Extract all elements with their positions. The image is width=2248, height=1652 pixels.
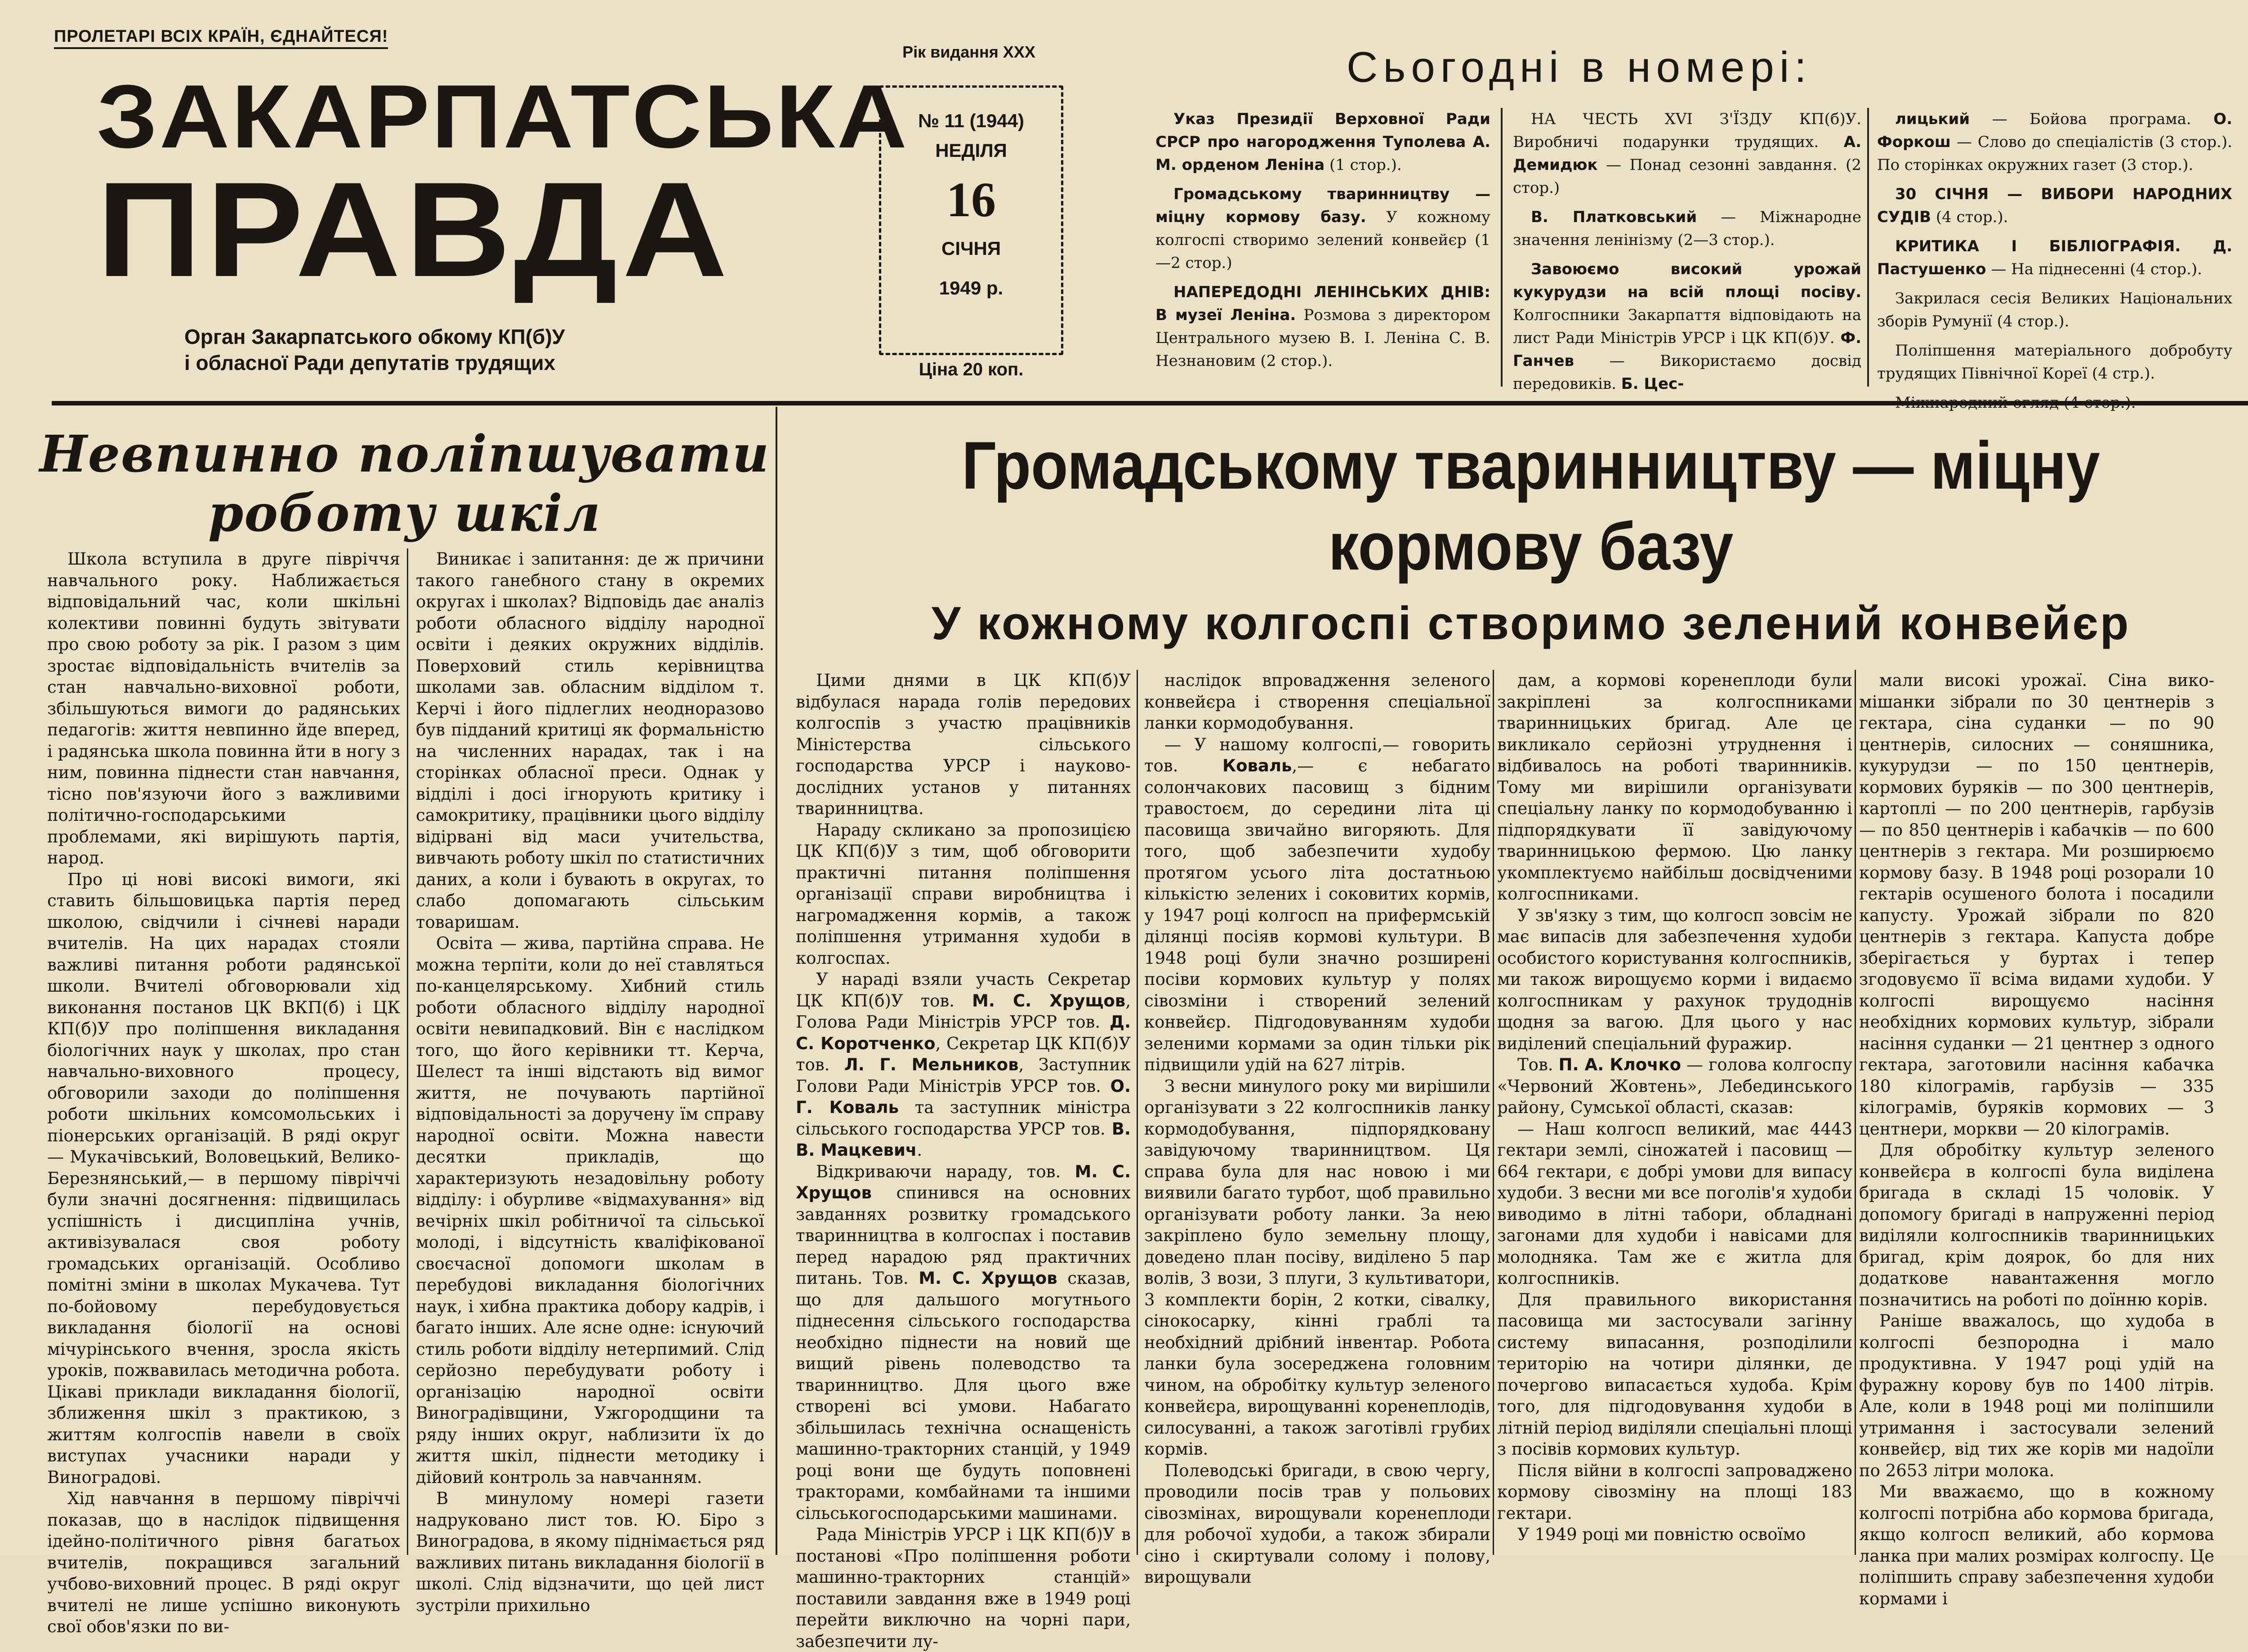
paragraph: Указ Президії Верховної Ради СРСР про нагородження Туполева А. М. орденом Леніна (1 стор.). — [1155, 110, 1490, 174]
masthead-slogan: ПРОЛЕТАРІ ВСІХ КРАЇН, ЄДНАЙТЕСЯ! — [54, 27, 388, 49]
paragraph: Ми вважаємо, що в кожному колгоспі потрібна або кормова бригада, якщо колгосп великий, або кормова ланка при малих розмірах колгоспу. Це поліпшить справу забезпечення худоби кормами і — [1859, 1482, 2214, 1608]
right-article-column-3 — [1497, 670, 1852, 1545]
left-article-column-2 — [416, 548, 764, 1616]
paragraph: Тов. П. А. Клочко — голова колгоспу «Червоний Жовтень», Лебединського району, Сумської області, сказав: — [1497, 1055, 1852, 1117]
paragraph: Для обробітку культур зеленого конвейєра в колгоспі була виділена бригада в складі 15 чоловік. У допомогу бригаді в напруженні період виділяли колгоспників тваринницьких бригад, крім доярок, бо для них додаткове навантаження могло позначитись на роботі по доїнню корів. — [1859, 1140, 2214, 1309]
left-article-headline: Невпинно поліпшувати роботу шкіл — [39, 425, 770, 543]
year-of-issue: Рік видання XXX — [902, 43, 1035, 61]
paragraph: Полеводські бригади, в свою чергу, проводили посів трав у польових сівозмінах, вирощували коренеплоди для робочої худоби, а також збирали сіно і скиртували солому і полову, вирощували — [1144, 1461, 1490, 1587]
paragraph: Раніше вважалось, що худоба в колгоспі безпородна і мало продуктивна. У 1947 році удій на фуражну корову був по 1400 літрів. Але, коли в 1948 році ми поліпшили утримання і застосували зелений конвейєр, від тих же корів ми надоїли по 2653 літри молока. — [1859, 1311, 2214, 1480]
paragraph: В. Платковський — Міжнародне значення ленінізму (2—3 стор.). — [1513, 208, 1861, 249]
paragraph: дам, а кормові коренеплоди були закріплені за колгоспниками тваринницьких бригад. Але це викликало серйозні утруднення і відбивалось на роботі тваринників. Тому ми вирішили організувати спеціальну ланку по кормодобуванню і підпорядкувати її завідуючому тваринницькою фермою. Цю ланку укомплектуємо найбільш досвідченими колгоспниками. — [1497, 671, 1852, 904]
right-article-column-4 — [1859, 670, 2214, 1609]
paragraph: КРИТИКА І БІБЛІОГРАФІЯ. Д. Пастушенко — На піднесенні (4 стор.). — [1877, 237, 2232, 278]
column-divider — [407, 548, 408, 1555]
paragraph: Громадському тваринництву — міцну кормову базу. У кожному колгоспі створимо зелений конвейєр (1—2 стор.) — [1155, 185, 1491, 272]
paragraph: — Наш колгосп великий, має 4443 гектари землі, сіножатей і пасовищ — 664 гектари, є добрі умови для випасу худоби. З весни ми все поголів'я худоби виводимо в літні табори, обладнані загонами для худоби і навісами для молодняка. Там же є житла для колгоспників. — [1497, 1119, 1852, 1288]
paragraph: Після війни в колгоспі запроваджено кормову сівозміну на площі 183 гектари. — [1497, 1461, 1852, 1523]
column-divider — [1855, 670, 1856, 1555]
today-heading: Сьогодні в номері: — [1347, 43, 1812, 91]
right-article-subheadline: У кожному колгоспі створимо зелений конвейєр — [931, 597, 2131, 650]
column-divider — [1493, 670, 1494, 1555]
paragraph: Закрилася сесія Великих Національних зборів Румунії (4 стор.). — [1877, 289, 2232, 330]
paragraph: Хід навчання в першому півріччі показав, що в наслідок підвищення ідейно-політичного рівня багатьох вчителів, покращився загальний учбово-виховний процес. В ряді округ вчителі не лише успішно виконують свої обов'язки по ви- — [47, 1489, 400, 1636]
paragraph: У 1949 році ми повністю освоїмо — [1517, 1525, 1806, 1544]
paragraph: Цими днями в ЦК КП(б)У відбулася нарада голів передових колгоспів з участю працівників Міністерства сільського господарства УРСР і науково-дослідних установ у питаннях тваринництва. — [796, 671, 1131, 818]
organ-line1: Орган Закарпатського обкому КП(б)У — [184, 325, 565, 348]
issue-box — [879, 85, 1063, 355]
column-divider — [1867, 108, 1869, 387]
today-column-3 — [1877, 108, 2232, 421]
paragraph: мали високі урожаї. Сіна вико-мішанки зібрали по 30 центнерів з гектара, сіна суданки — по 90 центнерів, силосних — соняшника, кукурудзи — по 150 центнерів, кормових буряків — по 300 центнерів, картоплі — по 200 центнерів, гарбузів — по 850 центнерів і кабачків — по 600 центнерів з гектара. Ми розширюємо кормову базу. В 1948 році розорали 10 гектарів осушеного болота і посадили капусту. Урожай зібрали по 820 центнерів з гектара. Капуста добре зберігається у буртах і тепер згодовуємо її всіма видами худоби. У колгоспі вирощуємо насіння необхідних кормових культур, зібрали насіння суданки — 21 центнер з одного гектара, заготовили насіння кабачка 180 кілограмів, гарбузів — 335 кілограмів, буряків кормових — 3 центнери, моркви — 20 кілограмів. — [1859, 671, 2214, 1139]
masthead-title-line1: ЗАКАРПАТСЬКА — [97, 67, 909, 167]
issue-date-year: 1949 р. — [939, 277, 1004, 298]
paragraph: Нараду скликано за пропозицією ЦК КП(б)У з тим, щоб обговорити практичні питання поліпшення організації справи виробництва і нагромадження кормів, а також поліпшення утримання худоби в колгоспах. — [796, 820, 1131, 968]
paragraph: 30 СІЧНЯ — ВИБОРИ НАРОДНИХ СУДІВ (4 стор.). — [1877, 185, 2232, 226]
paragraph: Школа вступила в друге півріччя навчального року. Наближається відповідальний час, коли шкільні колективи повинні будуть звітувати про свою роботу за рік. І разом з цим зростає відповідальність вчителів за стан навчально-виховної роботи, збільшуються вимоги до радянських педагогів: життя невпинно йде вперед, і радянська школа повинна йти в ногу з ним, повинна піднести стан навчання, тісно пов'язуючи його з важливими політично-господарськими проблемами, які вирішують партія, народ. — [47, 549, 400, 868]
masthead-title-line2: ПРАВДА — [97, 154, 732, 305]
issue-number: № 11 (1944) — [918, 110, 1024, 131]
right-article-column-2 — [1144, 670, 1490, 1588]
paragraph: Завоюємо високий урожай кукурудзи на всій площі посіву. Колгоспники Закарпаття відповідають на лист Ради Міністрів УРСР і ЦК КП(б)У. Ф. Ганчев — Використаємо досвід передовиків. Б. Цес- — [1513, 260, 1861, 393]
column-divider — [1137, 670, 1138, 1555]
masthead-organ — [184, 324, 791, 376]
paragraph: У нараді взяли участь Секретар ЦК КП(б)У тов. М. С. Хрущов, Голова Ради Міністрів УРСР тов. Д. С. Коротченко, Секретар ЦК КП(б)У тов. Л. Г. Мельников, Заступник Голови Ради Міністрів УРСР тов. О. Г. Коваль та заступник міністра сільського господарства УРСР тов. В. В. Мацкевич. — [796, 970, 1131, 1160]
left-article-column-1 — [47, 548, 400, 1638]
issue-date-day: 16 — [946, 172, 996, 227]
right-article-headline-line2: кормову базу — [1328, 508, 1734, 584]
paragraph: У зв'язку з тим, що колгосп зовсім не має випасів для забезпечення худоби особистого користування колгоспників, ми також вирощуємо корми і видаємо колгоспникам у рахунок трудоднів щодня за вагою. Для цього у нас виділений спеціальний фуражир. — [1497, 905, 1852, 1053]
issue-weekday: НЕДІЛЯ — [935, 140, 1007, 161]
right-article-headline-line1: Громадському тваринництву — міцну — [962, 427, 2100, 503]
paragraph: НА ЧЕСТЬ XVI З'ЇЗДУ КП(б)У. Виробничі подарунки трудящих. А. Демидюк — Понад сезонні завдання. (2 стор.) — [1513, 110, 1861, 197]
paragraph: Відкриваючи нараду, тов. М. С. Хрущов спинився на основних завданнях розвитку громадського тваринництва в колгоспах і поставив перед нарадою ряд практичних питань. Тов. М. С. Хрущов сказав, що для дальшого могутнього піднесення сільського господарства необхідно піднести на новий ще вищий рівень полеводство та тваринництво. Для цього вже створені всі умови. Набагато збільшилась технічна оснащеність машинно-тракторних станцій, у 1949 році вони ще будуть поповнені тракторами, комбайнами та іншими сільськогосподарськими машинами. — [796, 1162, 1131, 1523]
organ-line2: і обласної Ради депутатів трудящих — [184, 351, 556, 374]
issue-date-month: СІЧНЯ — [941, 238, 1001, 259]
paragraph: Рада Міністрів УРСР і ЦК КП(б)У в постанові «Про поліпшення роботи машинно-тракторних станцій» поставили завдання вже в 1949 році перейти виключно на чорні пари, забезпечити лу- — [796, 1525, 1131, 1651]
paragraph: З весни минулого року ми вирішили організувати з 22 колгоспників ланку кормодобування, підпорядковану завідуючому тваринництвом. Ця справа була для нас новою і ми виявили багато турбот, щоб правильно організувати роботу ланки. За нею закріплено було земельну площу, доведено план посіву, виділено 5 пар волів, 3 вози, 3 плуги, 3 культиватори, 3 комплекти борін, 2 котки, сівалку, сінокосарку, кінні граблі та необхідний дрібний інвентар. Робота ланки була зосереджена головним чином, на обробітку культур зеленого конвейєра, вирощуванні коренеплодів, силосуванні, а також заготівлі грубих кормів. — [1144, 1076, 1490, 1459]
masthead-rule — [52, 401, 2248, 405]
paragraph: — У нашому колгоспі,— говорить тов. Коваль,— є небагато солончакових пасовищ з бідним травостоєм, до середини літа ці пасовища звичайно вигоряють. Для того, щоб забезпечити худобу протягом усього літа достатньою кількістю зелених і соковитих кормів, у 1947 році колгосп на прифермській ділянці посіяв кормові культури. В 1948 році були значно розширені посіви кормових культур у полях сівозміни і створений зелений конвейєр. Підгодовуванням худоби зеленими кормами за один тільки рік підвищили удій на 627 літрів. — [1144, 735, 1490, 1074]
paragraph: Виникає і запитання: де ж причини такого ганебного стану в окремих округах і школах? Відповідь дає аналіз роботи обласного відділу народної освіти і деяких окружних відділів. Поверховий стиль керівництва школами зав. обласним відділом т. Керчі і його підлеглих неодноразово був підданий критиці як формальністю на численних нарадах, так і на сторінках обласної преси. Однак у відділі і досі ігнорують критику і самокритику, працівники цього відділу відірвані від маси учительства, вивчають роботу шкіл по статистичних даних, а коли і бувають в округах, то слабо допомагають сільським товаришам. — [416, 549, 764, 932]
today-column-2 — [1513, 108, 1861, 402]
paragraph: Освіта — жива, партійна справа. Не можна терпіти, коли до неї ставляться по-канцелярському. Хибний стиль роботи обласного відділу народної освіти невипадковий. Він є наслідком того, що його керівники тт. Керча, Шелест та інші відстають від вимог життя, не почувають партійної відповідальності за доручену їм справу народної освіти. Можна навести десятки прикладів, що характеризують незадовільну роботу відділу: і обурливе «відмахування» від вечірніх шкіл робітничої та сільської молоді, і відсутність кваліфікованої своєчасної допомоги школам в перебудові викладання біологічних наук, і хибна практика добору кадрів, і багато інших. Але ясне одне: існуючий стиль роботи відділу нетерпимий. Слід серйозно перебудувати роботу і організацію народної освіти Виноградівщини, Ужгородщини та ряду інших округ, наблизити їх до життя шкіл, піднести методику і дійовий контроль за навчанням. — [416, 934, 764, 1487]
right-article-column-1 — [796, 670, 1131, 1652]
column-divider — [1501, 108, 1503, 387]
paragraph: Про ці нові високі вимоги, які ставить більшовицька партія перед школою, свідчили і січневі наради вчителів. На цих нарадах стояли важливі питання роботи радянської школи. Вчителі обговорювали хід виконання постанов ЦК ВКП(б) і ЦК КП(б)У про поліпшення викладання біологічних наук у школах, про стан навчально-виховного процесу, обговорили заходи до поліпшення роботи шкільних комсомольських і піонерських організацій. В ряді округ — Мукачівський, Воловецький, Велико-Березнянський,— в першому півріччі були значні досягнення: підвищилась успішність і дисципліна учнів, активізувалася своя роботу громадських організацій. Особливо помітні зміни в школах Мукачева. Тут по-бойовому перебудовується викладання біології на основі мічурінського вчення, зросла якість уроків, пожвавилась методична робота. Цікаві приклади викладання біології, зближення шкіл з практикою, з життям колгоспів навели в своїх виступах учасники наради у Виноградові. — [47, 869, 400, 1487]
today-column-1 — [1155, 108, 1490, 379]
paragraph: лицький — Бойова програма. О. Форкош — Слово до спеціалістів (3 стор.). По сторінках окружних газет (3 стор.). — [1877, 110, 2232, 174]
paragraph: наслідок впровадження зеленого конвейєра і створення спеціальної ланки кормодобування. — [1144, 671, 1490, 733]
paragraph: В минулому номері газети надруковано лист тов. Ю. Біро з Виноградова, в якому піднімається ряд важливих питань викладання біології в школі. Слід відзначити, що цей лист зустріли прихильно — [416, 1489, 764, 1615]
paragraph: НАПЕРЕДОДНІ ЛЕНІНСЬКИХ ДНІВ: В музеї Леніна. Розмова з директором Центрального музею В. І. Леніна С. В. Незнановим (2 стор.). — [1155, 283, 1490, 370]
paragraph: Поліпшення матеріального добробуту трудящих Північної Кореї (4 стр.). — [1877, 342, 2232, 383]
issue-price: Ціна 20 коп. — [919, 360, 1024, 379]
section-divider — [776, 407, 777, 1555]
paragraph: Для правильного використання пасовища ми застосували загінну систему випасання, розподілили територію на чотири ділянки, де почергово випасається худоба. Крім того, для підгодовування худоби в літній період виділяли спеціальні площі з посівів кормових культур. — [1497, 1290, 1852, 1459]
